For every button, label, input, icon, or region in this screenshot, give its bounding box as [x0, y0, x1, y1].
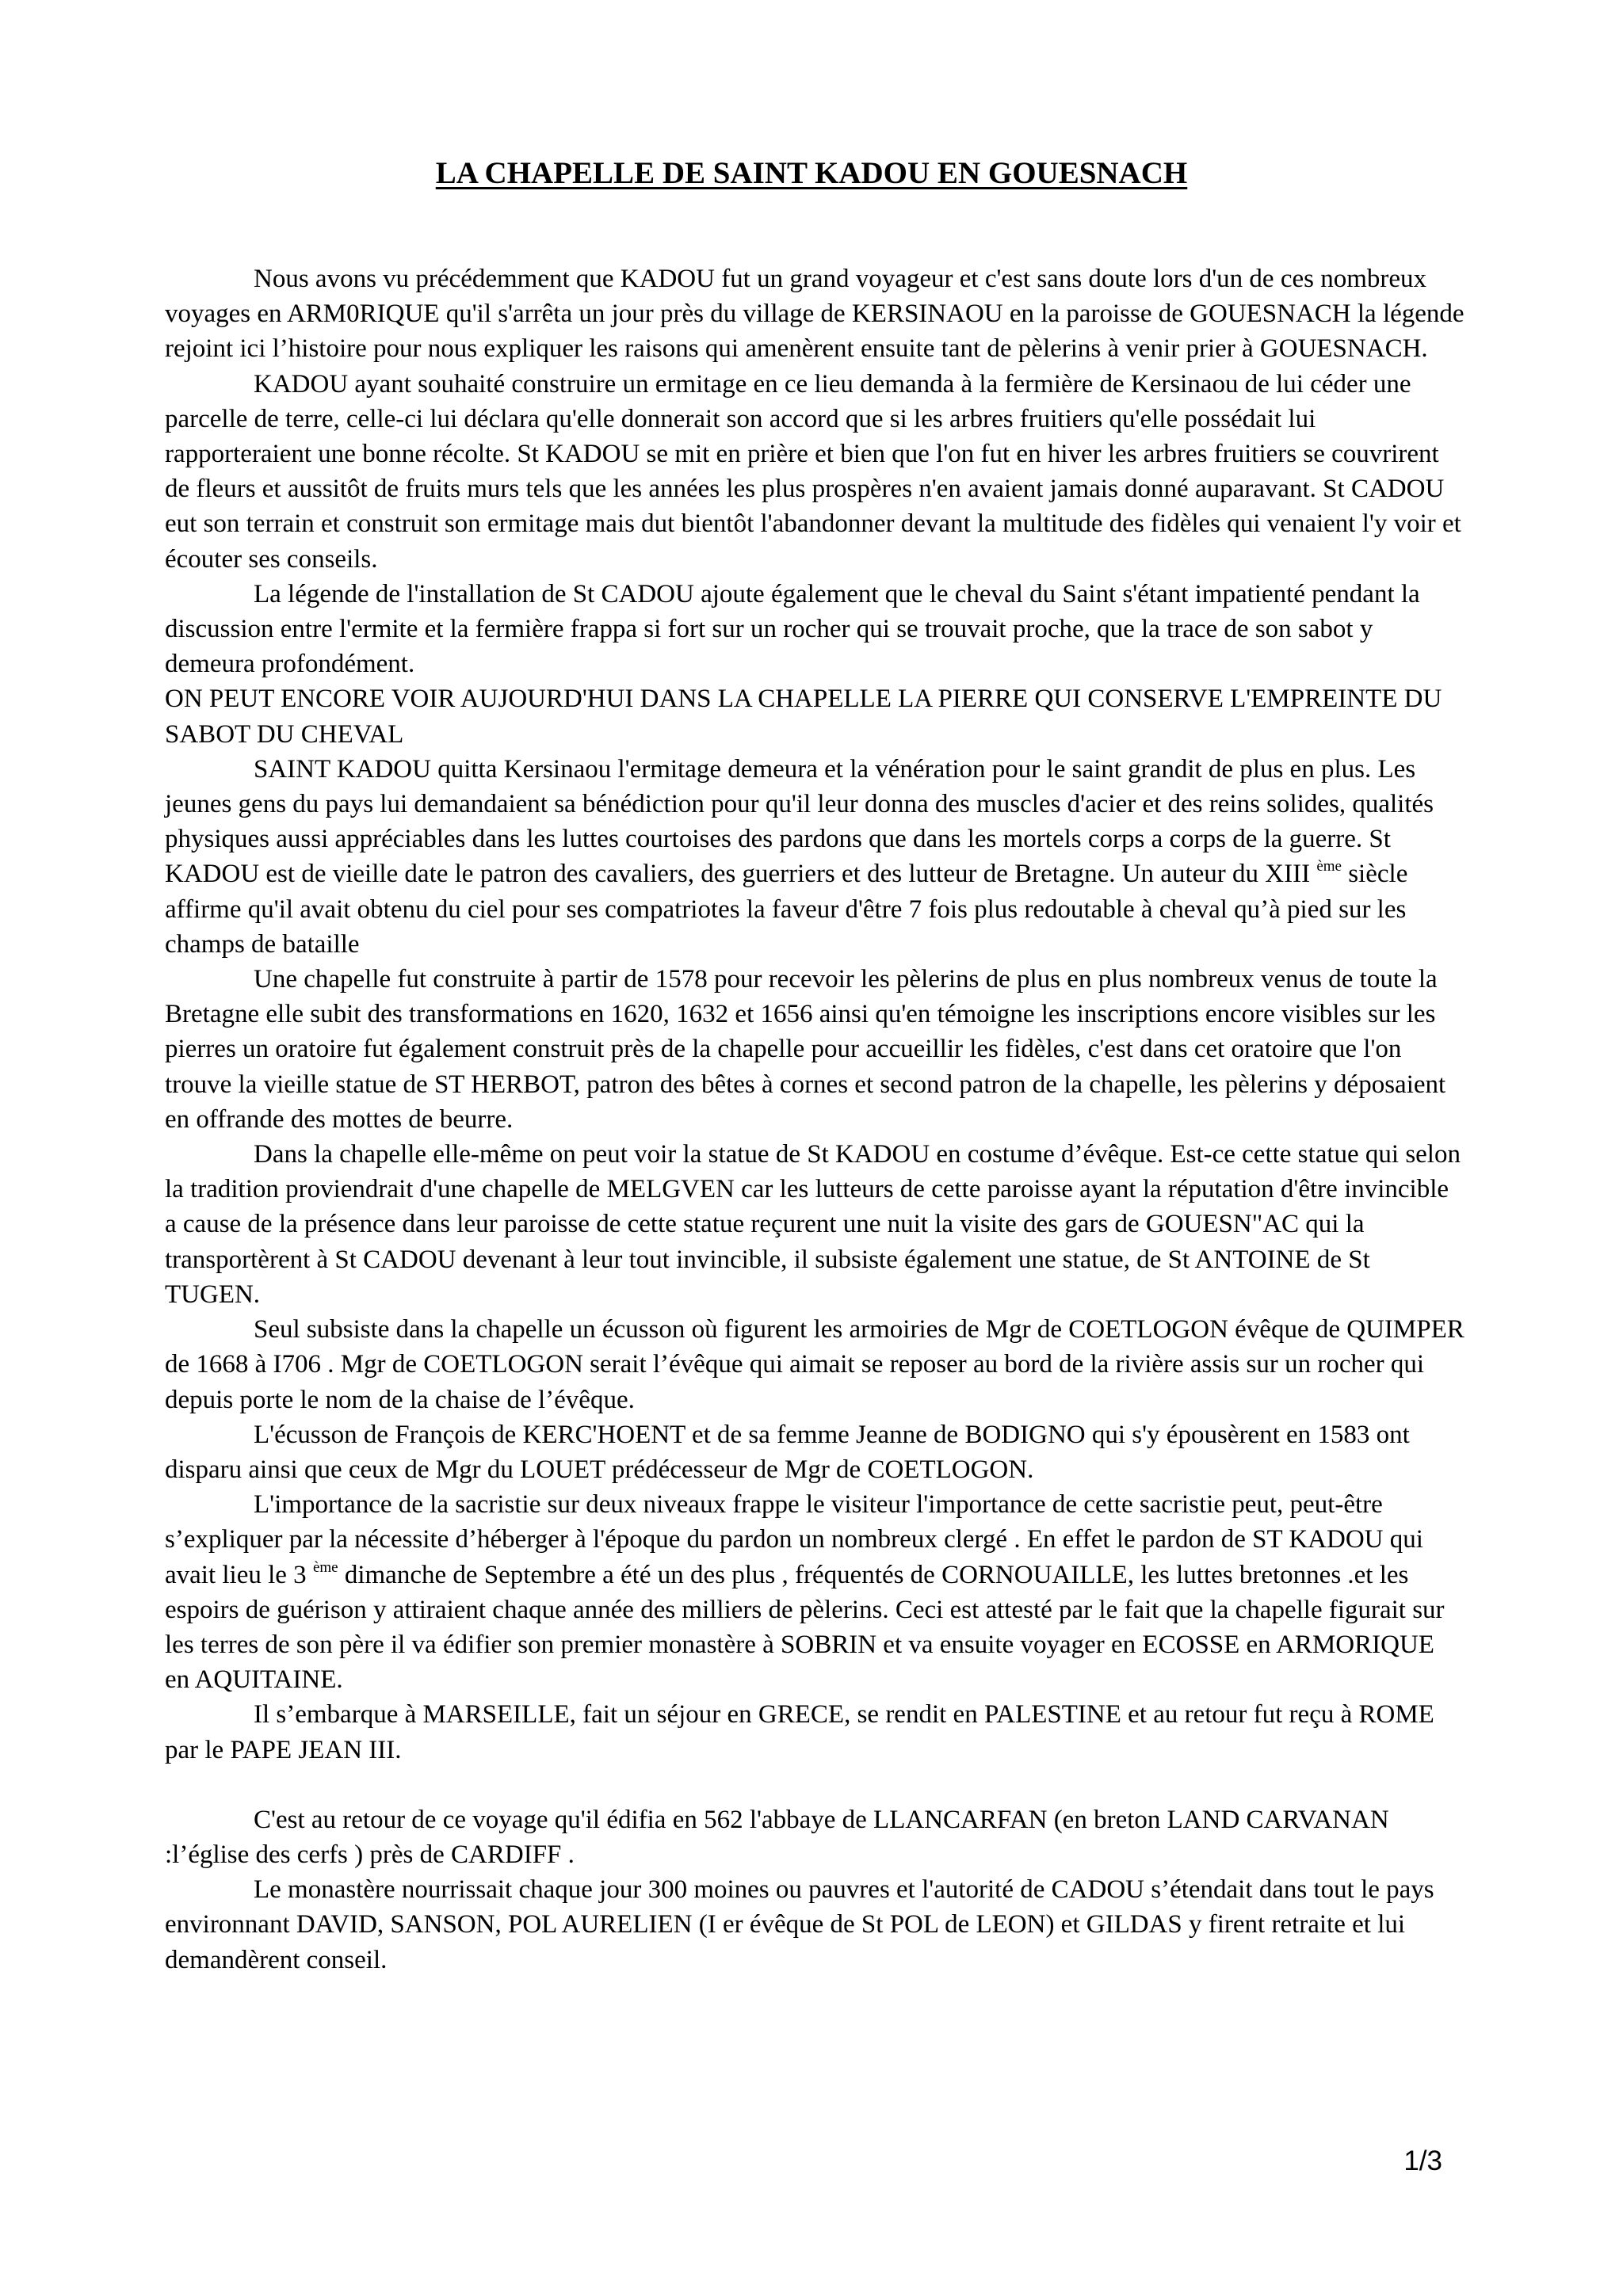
paragraph-chapelle-construction: Une chapelle fut construite à partir de 1578 pour recevoir les pèlerins de plus en plus nombreux venus de toute la Bretagne elle subit des transformations en 1620, 1632 et 1656 ainsi qu'en témoigne les inscriptions encore visibles sur les pierres un oratoire fut également construit près de la chapelle pour accueillir les fidèles, c'est dans cet oratoire que l'on trouve la vieille statue de ST HERBOT, patron des bêtes à cornes et second patron de la chapelle, les pèlerins y déposaient en offrande des mottes de beurre.	[165, 965, 1446, 1134]
paragraph-text-before: SAINT KADOU quitta Kersinaou l'ermitage demeura et la vénération pour le saint grandit de plus en plus. Les jeunes gens du pays lui demandaient sa bénédiction pour qu'il leur donna des muscles d'acier et des reins solides, qualités physiques aussi appréciables dans les luttes courtoises des pardons que dans les mortels corps a corps de la guerre. St KADOU est de vieille date le patron des cavaliers, des guerriers et des lutteur de Bretagne. Un auteur du XIII	[165, 754, 1434, 889]
paragraph-statue: Dans la chapelle elle-même on peut voir la statue de St KADOU en costume d’évêque. Est-ce cette statue qui selon la tradition proviendrait d'une chapelle de MELGVEN car les lutteurs de cette paroisse ayant la réputation d'être invincible a cause de la présence dans leur paroisse de cette statue reçurent une nuit la visite des gars de GOUESN"AC qui la transportèrent à St CADOU devenant à leur tout invincible, il subsiste également une statue, de St ANTOINE de St TUGEN.	[165, 1140, 1461, 1309]
paragraph-voyage-rome: Il s’embarque à MARSEILLE, fait un séjour en GRECE, se rendit en PALESTINE et au retour fut reçu à ROME par le PAPE JEAN III.	[165, 1700, 1434, 1764]
paragraph-monastere: Le monastère nourrissait chaque jour 300 moines ou pauvres et l'autorité de CADOU s’étendait dans tout le pays environnant DAVID, SANSON, POL AURELIEN (I er évêque de St POL de LEON) et GILDAS y firent retraite et lui demandèrent conseil.	[165, 1875, 1434, 1974]
paragraph-llancarfan: C'est au retour de ce voyage qu'il édifia en 562 l'abbaye de LLANCARFAN (en breton LAND CARVANAN :l’église des cerfs ) près de CARDIFF .	[165, 1805, 1389, 1869]
document-title: LA CHAPELLE DE SAINT KADOU EN GOUESNACH	[435, 156, 1188, 190]
page-number: 1/3	[1403, 2145, 1442, 2176]
paragraph-pierre-sabot: ON PEUT ENCORE VOIR AUJOURD'HUI DANS LA CHAPELLE LA PIERRE QUI CONSERVE L'EMPREINTE DU SABOT DU CHEVAL	[165, 685, 1442, 749]
paragraph-cheval-legende: La légende de l'installation de St CADOU ajoute également que le cheval du Saint s'étant impatienté pendant la discussion entre l'ermite et la fermière frappa si fort sur un rocher qui se trouvait proche, que la trace de son sabot y demeura profondément.	[165, 579, 1420, 679]
paragraph-saint-kadou-patron	[165, 752, 1465, 962]
paragraph-text-before: L'importance de la sacristie sur deux niveaux frappe le visiteur l'importance de cette sacristie peut, peut-être s’expliquer par la nécessite d’héberger à l'époque du pardon un nombreux clergé . En effet le pardon de ST KADOU qui avait lieu le 3	[165, 1490, 1423, 1589]
paragraph-text-after: siècle affirme qu'il avait obtenu du ciel pour ses compatriotes la faveur d'être 7 fois plus redoutable à cheval qu’à pied sur les champs de bataille	[165, 860, 1408, 959]
paragraph-text-after: dimanche de Septembre a été un des plus , fréquentés de CORNOUAILLE, les luttes bretonnes .et les espoirs de guérison y attiraient chaque année des milliers de pèlerins. Ceci est attesté par le fait que la chapelle figurait sur les terres de son père il va édifier son premier monastère à SOBRIN et va ensuite voyager en ECOSSE en ARMORIQUE en AQUITAINE.	[165, 1560, 1445, 1695]
superscript-eme: ème	[312, 1558, 338, 1576]
document-body	[165, 261, 1465, 1978]
paragraph-voyages: Nous avons vu précédemment que KADOU fut un grand voyageur et c'est sans doute lors d'un de ces nombreux voyages en ARM0RIQUE qu'il s'arrêta un jour près du village de KERSINAOU en la paroisse de GOUESNACH la légende rejoint ici l’histoire pour nous expliquer les raisons qui amenèrent ensuite tant de pèlerins à venir prier à GOUESNACH.	[165, 265, 1465, 364]
paragraph-ermitage: KADOU ayant souhaité construire un ermitage en ce lieu demanda à la fermière de Kersinaou de lui céder une parcelle de terre, celle-ci lui déclara qu'elle donnerait son accord que si les arbres fruitiers qu'elle possédait lui rapporteraient une bonne récolte. St KADOU se mit en prière et bien que l'on fut en hiver les arbres fruitiers se couvrirent de fleurs et aussitôt de fruits murs tels que les années les plus prospères n'en avaient jamais donné auparavant. St CADOU eut son terrain et construit son ermitage mais dut bientôt l'abandonner devant la multitude des fidèles qui venaient l'y voir et écouter ses conseils.	[165, 369, 1461, 574]
paragraph-sacristie	[165, 1487, 1465, 1697]
paragraph-ecusson-coetlogon: Seul subsiste dans la chapelle un écusson où figurent les armoiries de Mgr de COETLOGON évêque de QUIMPER de 1668 à I706 . Mgr de COETLOGON serait l’évêque qui aimait se reposer au bord de la rivière assis sur un rocher qui depuis porte le nom de la chaise de l’évêque.	[165, 1315, 1465, 1414]
superscript-eme: ème	[1316, 858, 1342, 875]
paragraph-ecusson-kerchoent: L'écusson de François de KERC'HOENT et de sa femme Jeanne de BODIGNO qui s'y épousèrent en 1583 ont disparu ainsi que ceux de Mgr du LOUET prédécesseur de Mgr de COETLOGON.	[165, 1420, 1410, 1484]
